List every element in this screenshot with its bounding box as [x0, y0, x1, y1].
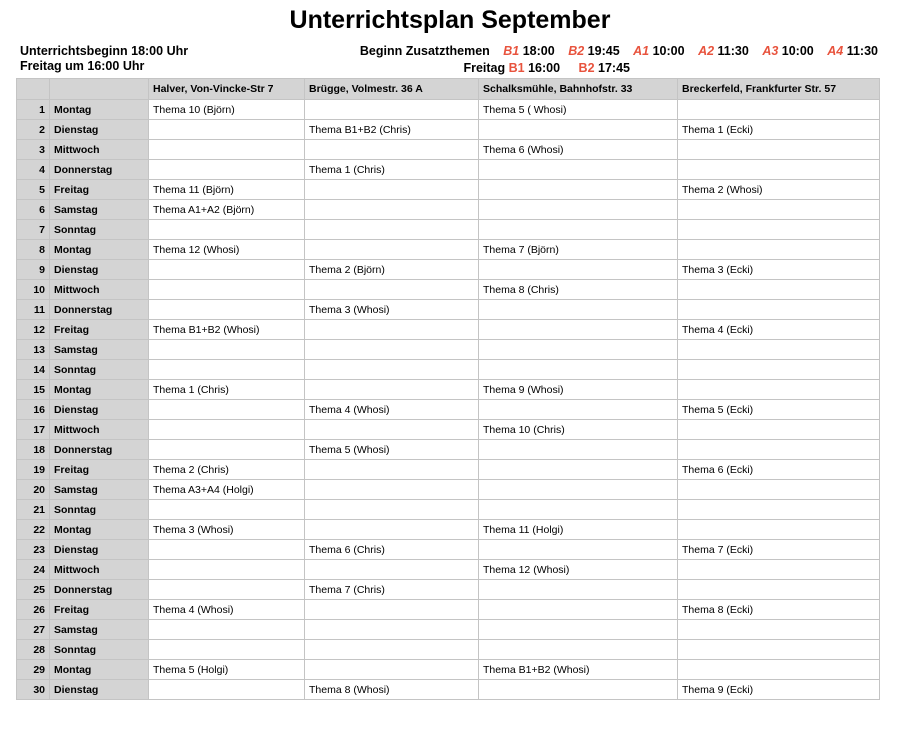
slot-time: 11:30: [846, 44, 878, 58]
schedule-cell[interactable]: Thema 8 (Chris): [479, 280, 678, 300]
schedule-cell[interactable]: [305, 140, 479, 160]
column-header-day: [50, 79, 149, 100]
schedule-cell[interactable]: [149, 400, 305, 420]
day-number: 3: [17, 140, 50, 160]
schedule-cell[interactable]: Thema 5 (Holgi): [149, 660, 305, 680]
table-row: [17, 280, 880, 300]
schedule-cell[interactable]: [678, 100, 880, 120]
schedule-cell[interactable]: [305, 520, 479, 540]
schedule-cell[interactable]: Thema B1+B2 (Whosi): [479, 660, 678, 680]
slot-time: 11:30: [717, 44, 749, 58]
schedule-cell[interactable]: [305, 600, 479, 620]
schedule-cell[interactable]: [305, 220, 479, 240]
slot-time: 17:45: [598, 61, 630, 75]
weekday: Mittwoch: [50, 560, 149, 580]
schedule-cell[interactable]: Thema 4 (Ecki): [678, 320, 880, 340]
schedule-cell[interactable]: [149, 620, 305, 640]
schedule-cell[interactable]: [678, 220, 880, 240]
schedule-cell[interactable]: [149, 360, 305, 380]
table-row: [17, 600, 880, 620]
schedule-cell[interactable]: [149, 120, 305, 140]
schedule-cell[interactable]: Thema 11 (Holgi): [479, 520, 678, 540]
weekday: Montag: [50, 100, 149, 120]
slot-code: B2: [578, 61, 595, 75]
schedule-cell[interactable]: Thema 1 (Chris): [305, 160, 479, 180]
schedule-cell[interactable]: [149, 640, 305, 660]
schedule-cell[interactable]: Thema 6 (Ecki): [678, 460, 880, 480]
day-number: 13: [17, 340, 50, 360]
schedule-cell[interactable]: [149, 440, 305, 460]
schedule-cell[interactable]: Thema 10 (Chris): [479, 420, 678, 440]
table-row: [17, 540, 880, 560]
schedule-cell[interactable]: [479, 500, 678, 520]
schedule-cell[interactable]: [678, 200, 880, 220]
weekday: Mittwoch: [50, 140, 149, 160]
table-row: [17, 200, 880, 220]
day-number: 30: [17, 680, 50, 700]
day-number: 27: [17, 620, 50, 640]
weekday: Freitag: [50, 600, 149, 620]
slot-code: A2: [698, 44, 715, 58]
schedule-cell[interactable]: [678, 380, 880, 400]
day-number: 19: [17, 460, 50, 480]
weekday: Freitag: [50, 180, 149, 200]
table-row: [17, 140, 880, 160]
schedule-cell[interactable]: [678, 340, 880, 360]
schedule-cell[interactable]: [678, 480, 880, 500]
schedule-cell[interactable]: [305, 420, 479, 440]
slot-time: 10:00: [781, 44, 814, 58]
weekday: Samstag: [50, 620, 149, 640]
start-info-line-1: Unterrichtsbeginn 18:00 Uhr: [20, 44, 189, 58]
weekday: Freitag: [50, 320, 149, 340]
schedule-cell[interactable]: Thema 8 (Whosi): [305, 680, 479, 700]
schedule-cell[interactable]: Thema 1 (Ecki): [678, 120, 880, 140]
schedule-cell[interactable]: Thema 4 (Whosi): [149, 600, 305, 620]
schedule-cell[interactable]: [305, 180, 479, 200]
schedule-cell[interactable]: Thema A1+A2 (Björn): [149, 200, 305, 220]
schedule-cell[interactable]: [479, 320, 678, 340]
table-row: [17, 420, 880, 440]
day-number: 16: [17, 400, 50, 420]
slot-code: B2: [568, 44, 585, 58]
schedule-cell[interactable]: [305, 100, 479, 120]
schedule-cell[interactable]: [305, 380, 479, 400]
schedule-cell[interactable]: [678, 500, 880, 520]
table-row: [17, 300, 880, 320]
day-number: 23: [17, 540, 50, 560]
weekday: Sonntag: [50, 640, 149, 660]
day-number: 18: [17, 440, 50, 460]
day-number: 29: [17, 660, 50, 680]
weekday: Dienstag: [50, 400, 149, 420]
schedule-cell[interactable]: [479, 480, 678, 500]
table-row: [17, 260, 880, 280]
weekday: Samstag: [50, 200, 149, 220]
day-number: 26: [17, 600, 50, 620]
schedule-cell[interactable]: [149, 160, 305, 180]
schedule-cell[interactable]: Thema 3 (Whosi): [305, 300, 479, 320]
weekday: Freitag: [50, 460, 149, 480]
schedule-cell[interactable]: [678, 560, 880, 580]
schedule-cell[interactable]: [678, 440, 880, 460]
schedule-cell[interactable]: Thema 6 (Chris): [305, 540, 479, 560]
slot-code: A1: [633, 44, 650, 58]
day-number: 11: [17, 300, 50, 320]
table-row: [17, 380, 880, 400]
schedule-cell[interactable]: Thema B1+B2 (Chris): [305, 120, 479, 140]
table-row: [17, 220, 880, 240]
table-row: [17, 580, 880, 600]
table-row: [17, 120, 880, 140]
slot-code: B1: [503, 44, 520, 58]
schedule-cell[interactable]: Thema 6 (Whosi): [479, 140, 678, 160]
schedule-cell[interactable]: [149, 500, 305, 520]
schedule-cell[interactable]: [678, 240, 880, 260]
weekday: Donnerstag: [50, 580, 149, 600]
schedule-cell[interactable]: Thema 11 (Björn): [149, 180, 305, 200]
schedule-cell[interactable]: [305, 340, 479, 360]
table-row: [17, 500, 880, 520]
schedule-cell[interactable]: [678, 580, 880, 600]
schedule-cell[interactable]: [678, 300, 880, 320]
day-number: 20: [17, 480, 50, 500]
schedule-cell[interactable]: [149, 340, 305, 360]
schedule-cell[interactable]: [149, 300, 305, 320]
start-info: [20, 44, 188, 74]
schedule-cell[interactable]: Thema 5 (Whosi): [305, 440, 479, 460]
schedule-cell[interactable]: [305, 460, 479, 480]
schedule-cell[interactable]: Thema 7 (Chris): [305, 580, 479, 600]
schedule-cell[interactable]: Thema 2 (Whosi): [678, 180, 880, 200]
day-number: 8: [17, 240, 50, 260]
schedule-cell[interactable]: [149, 580, 305, 600]
table-row: [17, 240, 880, 260]
table-row: [17, 460, 880, 480]
schedule-cell[interactable]: Thema 9 (Whosi): [479, 380, 678, 400]
weekday: Mittwoch: [50, 280, 149, 300]
day-number: 5: [17, 180, 50, 200]
schedule-cell[interactable]: [678, 360, 880, 380]
header-row: [17, 79, 880, 100]
schedule-cell[interactable]: [479, 260, 678, 280]
slot-code: A3: [762, 44, 779, 58]
page-title: Unterrichtsplan September: [289, 6, 611, 34]
schedule-cell[interactable]: [149, 420, 305, 440]
schedule-cell[interactable]: [479, 200, 678, 220]
schedule-cell[interactable]: [479, 340, 678, 360]
schedule-cell[interactable]: Thema 5 ( Whosi): [479, 100, 678, 120]
table-row: [17, 680, 880, 700]
weekday: Montag: [50, 660, 149, 680]
weekday: Dienstag: [50, 120, 149, 140]
schedule-cell[interactable]: Thema 8 (Ecki): [678, 600, 880, 620]
schedule-cell[interactable]: Thema 7 (Ecki): [678, 540, 880, 560]
schedule-cell[interactable]: Thema B1+B2 (Whosi): [149, 320, 305, 340]
slot-time: 19:45: [587, 44, 620, 58]
slot-time: 16:00: [528, 61, 561, 75]
schedule-cell[interactable]: Thema 2 (Björn): [305, 260, 479, 280]
schedule-cell[interactable]: Thema 3 (Whosi): [149, 520, 305, 540]
schedule-cell[interactable]: [305, 560, 479, 580]
schedule-cell[interactable]: [305, 620, 479, 640]
schedule-cell[interactable]: [149, 140, 305, 160]
weekday: Sonntag: [50, 500, 149, 520]
start-info-line-2: Freitag um 16:00 Uhr: [20, 59, 145, 73]
schedule-cell[interactable]: Thema 7 (Björn): [479, 240, 678, 260]
weekday: Montag: [50, 380, 149, 400]
day-number: 4: [17, 160, 50, 180]
extra-topics-label: Beginn Zusatzthemen: [359, 44, 490, 58]
day-number: 25: [17, 580, 50, 600]
schedule-cell[interactable]: [678, 160, 880, 180]
day-number: 1: [17, 100, 50, 120]
day-number: 7: [17, 220, 50, 240]
table-row: [17, 520, 880, 540]
schedule-cell[interactable]: Thema 1 (Chris): [149, 380, 305, 400]
schedule-cell[interactable]: Thema A3+A4 (Holgi): [149, 480, 305, 500]
day-number: 28: [17, 640, 50, 660]
schedule-cell[interactable]: [678, 280, 880, 300]
table-row: [17, 440, 880, 460]
weekday: Donnerstag: [50, 440, 149, 460]
schedule-cell[interactable]: [479, 400, 678, 420]
schedule-cell[interactable]: [479, 120, 678, 140]
schedule-cell[interactable]: Thema 2 (Chris): [149, 460, 305, 480]
schedule-cell[interactable]: [678, 660, 880, 680]
weekday: Sonntag: [50, 220, 149, 240]
schedule-cell[interactable]: [305, 360, 479, 380]
schedule-cell[interactable]: [678, 520, 880, 540]
schedule-cell[interactable]: [149, 280, 305, 300]
schedule-cell[interactable]: [479, 620, 678, 640]
schedule-cell[interactable]: [678, 640, 880, 660]
schedule-cell[interactable]: [149, 560, 305, 580]
schedule-cell[interactable]: [479, 300, 678, 320]
column-header-number: [17, 79, 50, 100]
slot-code: B1: [508, 61, 525, 75]
schedule-cell[interactable]: Thema 5 (Ecki): [678, 400, 880, 420]
schedule-cell[interactable]: [678, 420, 880, 440]
table-row: [17, 620, 880, 640]
table-row: [17, 400, 880, 420]
schedule-table: [16, 78, 880, 700]
weekday: Sonntag: [50, 360, 149, 380]
day-number: 9: [17, 260, 50, 280]
schedule-cell[interactable]: [678, 140, 880, 160]
day-number: 2: [17, 120, 50, 140]
schedule-cell[interactable]: [479, 680, 678, 700]
table-row: [17, 320, 880, 340]
day-number: 10: [17, 280, 50, 300]
schedule-cell[interactable]: Thema 4 (Whosi): [305, 400, 479, 420]
column-header-location: Schalksmühle, Bahnhofstr. 33: [479, 79, 678, 100]
schedule-cell[interactable]: [479, 360, 678, 380]
schedule-cell[interactable]: [305, 640, 479, 660]
schedule-cell[interactable]: Thema 12 (Whosi): [149, 240, 305, 260]
slot-time: 18:00: [522, 44, 555, 58]
schedule-cell[interactable]: [149, 260, 305, 280]
schedule-cell[interactable]: Thema 3 (Ecki): [678, 260, 880, 280]
slot-code: A4: [827, 44, 844, 58]
day-number: 12: [17, 320, 50, 340]
schedule-body: [17, 100, 880, 700]
schedule-cell[interactable]: [149, 540, 305, 560]
schedule-cell[interactable]: [305, 240, 479, 260]
weekday: Samstag: [50, 480, 149, 500]
schedule-cell[interactable]: [479, 640, 678, 660]
weekday: Dienstag: [50, 540, 149, 560]
schedule-cell[interactable]: [479, 540, 678, 560]
schedule-cell[interactable]: [479, 180, 678, 200]
weekday: Dienstag: [50, 260, 149, 280]
friday-label: Freitag: [463, 61, 506, 75]
table-row: [17, 100, 880, 120]
column-header-location: Brügge, Volmestr. 36 A: [305, 79, 479, 100]
weekday: Samstag: [50, 340, 149, 360]
schedule-cell[interactable]: Thema 9 (Ecki): [678, 680, 880, 700]
schedule-cell[interactable]: [479, 440, 678, 460]
extra-topics-info: [359, 44, 878, 75]
weekday: Donnerstag: [50, 300, 149, 320]
day-number: 15: [17, 380, 50, 400]
friday-slots-row: [463, 61, 630, 76]
table-row: [17, 640, 880, 660]
day-number: 17: [17, 420, 50, 440]
column-header-location: Breckerfeld, Frankfurter Str. 57: [678, 79, 880, 100]
schedule-cell[interactable]: [479, 160, 678, 180]
weekday: Dienstag: [50, 680, 149, 700]
schedule-cell[interactable]: [149, 220, 305, 240]
table-row: [17, 340, 880, 360]
day-number: 6: [17, 200, 50, 220]
schedule-cell[interactable]: [479, 460, 678, 480]
table-row: [17, 560, 880, 580]
table-row: [17, 360, 880, 380]
weekday: Montag: [50, 240, 149, 260]
schedule-cell[interactable]: [678, 620, 880, 640]
column-header-location: Halver, Von-Vincke-Str 7: [149, 79, 305, 100]
schedule-cell[interactable]: [479, 600, 678, 620]
extra-topics-row: [360, 44, 878, 59]
weekday: Mittwoch: [50, 420, 149, 440]
weekday: Donnerstag: [50, 160, 149, 180]
schedule-cell[interactable]: [305, 500, 479, 520]
table-row: [17, 180, 880, 200]
schedule-cell[interactable]: Thema 10 (Björn): [149, 100, 305, 120]
slot-time: 10:00: [652, 44, 685, 58]
day-number: 22: [17, 520, 50, 540]
schedule-cell[interactable]: [305, 200, 479, 220]
table-row: [17, 660, 880, 680]
schedule-cell[interactable]: [305, 480, 479, 500]
schedule-cell[interactable]: [149, 680, 305, 700]
schedule-cell[interactable]: [305, 280, 479, 300]
day-number: 21: [17, 500, 50, 520]
table-row: [17, 480, 880, 500]
day-number: 14: [17, 360, 50, 380]
schedule-cell[interactable]: [305, 320, 479, 340]
schedule-cell[interactable]: [479, 580, 678, 600]
weekday: Montag: [50, 520, 149, 540]
day-number: 24: [17, 560, 50, 580]
schedule-cell[interactable]: [479, 220, 678, 240]
schedule-cell[interactable]: [305, 660, 479, 680]
schedule-cell[interactable]: Thema 12 (Whosi): [479, 560, 678, 580]
table-row: [17, 160, 880, 180]
